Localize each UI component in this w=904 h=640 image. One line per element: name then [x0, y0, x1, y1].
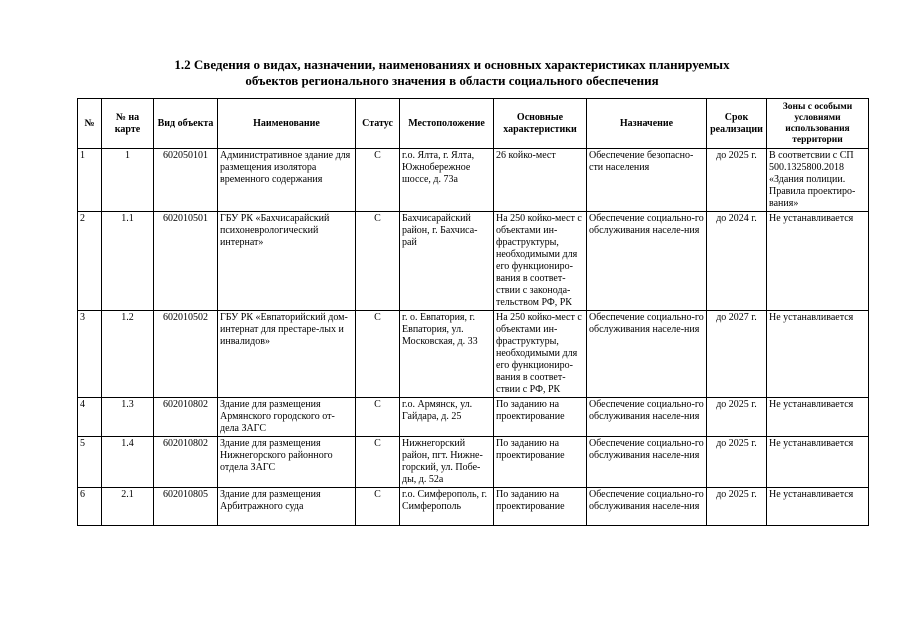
- title-line-1: 1.2 Сведения о видах, назначении, наименованиях и основных характеристиках планируемых: [174, 57, 730, 72]
- cell-status: С: [356, 488, 400, 526]
- table-row: [78, 398, 869, 437]
- cell-status: С: [356, 212, 400, 311]
- header-zones: Зоны с особыми условиями использования территории: [767, 99, 869, 149]
- cell-zones: Не устанавливается: [767, 212, 869, 311]
- cell-zones: Не устанавливается: [767, 437, 869, 488]
- cell-purpose: Обеспечение безопасно-сти населения: [587, 149, 707, 212]
- table-row: [78, 311, 869, 398]
- cell-term: до 2025 г.: [707, 398, 767, 437]
- title-line-2: объектов регионального значения в области социального обеспечения: [245, 73, 659, 88]
- cell-location: г.о. Армянск, ул. Гайдара, д. 25: [400, 398, 494, 437]
- cell-name: ГБУ РК «Бахчисарайский психоневрологический интернат»: [218, 212, 356, 311]
- header-status: Статус: [356, 99, 400, 149]
- cell-name: ГБУ РК «Евпаторийский дом-интернат для престаре-лых и инвалидов»: [218, 311, 356, 398]
- cell-purpose: Обеспечение социально-го обслуживания населе-ния: [587, 437, 707, 488]
- cell-location: г.о. Ялта, г. Ялта, Южнобережное шоссе, д. 73а: [400, 149, 494, 212]
- cell-location: Бахчисарайский район, г. Бахчиса-рай: [400, 212, 494, 311]
- cell-term: до 2025 г.: [707, 488, 767, 526]
- cell-location: г. о. Евпатория, г. Евпатория, ул. Московская, д. 33: [400, 311, 494, 398]
- cell-zones: Не устанавливается: [767, 488, 869, 526]
- cell-characteristics: По заданию на проектирование: [494, 437, 587, 488]
- cell-num: 1: [78, 149, 102, 212]
- cell-status: С: [356, 311, 400, 398]
- cell-name: Здание для размещения Армянского городского от-дела ЗАГС: [218, 398, 356, 437]
- cell-term: до 2025 г.: [707, 149, 767, 212]
- table-row: [78, 149, 869, 212]
- cell-zones: Не устанавливается: [767, 311, 869, 398]
- cell-name: Административное здание для размещения изолятора временного содержания: [218, 149, 356, 212]
- cell-status: С: [356, 398, 400, 437]
- cell-type: 602010805: [154, 488, 218, 526]
- cell-name: Здание для размещения Нижнегорского районного отдела ЗАГС: [218, 437, 356, 488]
- cell-num: 6: [78, 488, 102, 526]
- cell-zones: Не устанавливается: [767, 398, 869, 437]
- cell-characteristics: По заданию на проектирование: [494, 488, 587, 526]
- cell-purpose: Обеспечение социально-го обслуживания населе-ния: [587, 488, 707, 526]
- table-row: [78, 488, 869, 526]
- cell-zones: В соответсвии с СП 500.1325800.2018 «Здания полиции. Правила проектиро-вания»: [767, 149, 869, 212]
- cell-name: Здание для размещения Арбитражного суда: [218, 488, 356, 526]
- header-term: Срок реализации: [707, 99, 767, 149]
- header-name: Наименование: [218, 99, 356, 149]
- cell-term: до 2027 г.: [707, 311, 767, 398]
- cell-type: 602010802: [154, 398, 218, 437]
- header-characteristics: Основные характеристики: [494, 99, 587, 149]
- header-location: Местоположение: [400, 99, 494, 149]
- cell-map-num: 1: [102, 149, 154, 212]
- cell-location: г.о. Симферополь, г. Симферополь: [400, 488, 494, 526]
- cell-term: до 2024 г.: [707, 212, 767, 311]
- cell-map-num: 1.4: [102, 437, 154, 488]
- table-row: [78, 212, 869, 311]
- cell-status: С: [356, 437, 400, 488]
- cell-purpose: Обеспечение социально-го обслуживания населе-ния: [587, 398, 707, 437]
- objects-table: [77, 98, 869, 526]
- cell-characteristics: На 250 койко-мест с объектами ин-фраструктуры, необходимыми для его функциониро-вания в соответ-ствии с законода-тельством РФ, РК: [494, 212, 587, 311]
- header-map-num: № на карте: [102, 99, 154, 149]
- cell-type: 602010802: [154, 437, 218, 488]
- header-purpose: Назначение: [587, 99, 707, 149]
- cell-map-num: 1.2: [102, 311, 154, 398]
- cell-term: до 2025 г.: [707, 437, 767, 488]
- cell-type: 602010501: [154, 212, 218, 311]
- cell-map-num: 1.1: [102, 212, 154, 311]
- header-row: [78, 99, 869, 149]
- table-row: [78, 437, 869, 488]
- cell-characteristics: 26 койко-мест: [494, 149, 587, 212]
- cell-map-num: 2.1: [102, 488, 154, 526]
- cell-characteristics: По заданию на проектирование: [494, 398, 587, 437]
- cell-num: 5: [78, 437, 102, 488]
- header-type: Вид объекта: [154, 99, 218, 149]
- cell-num: 4: [78, 398, 102, 437]
- cell-num: 3: [78, 311, 102, 398]
- cell-map-num: 1.3: [102, 398, 154, 437]
- cell-location: Нижнегорский район, пгт. Нижне-горский, ул. Побе-ды, д. 52а: [400, 437, 494, 488]
- cell-status: С: [356, 149, 400, 212]
- cell-characteristics: На 250 койко-мест с объектами ин-фраструктуры, необходимыми для его функциониро-вания в соответ-ствии с РФ, РК: [494, 311, 587, 398]
- header-num: №: [78, 99, 102, 149]
- cell-num: 2: [78, 212, 102, 311]
- cell-purpose: Обеспечение социально-го обслуживания населе-ния: [587, 311, 707, 398]
- cell-type: 602050101: [154, 149, 218, 212]
- cell-purpose: Обеспечение социально-го обслуживания населе-ния: [587, 212, 707, 311]
- document-title: [0, 57, 904, 89]
- cell-type: 602010502: [154, 311, 218, 398]
